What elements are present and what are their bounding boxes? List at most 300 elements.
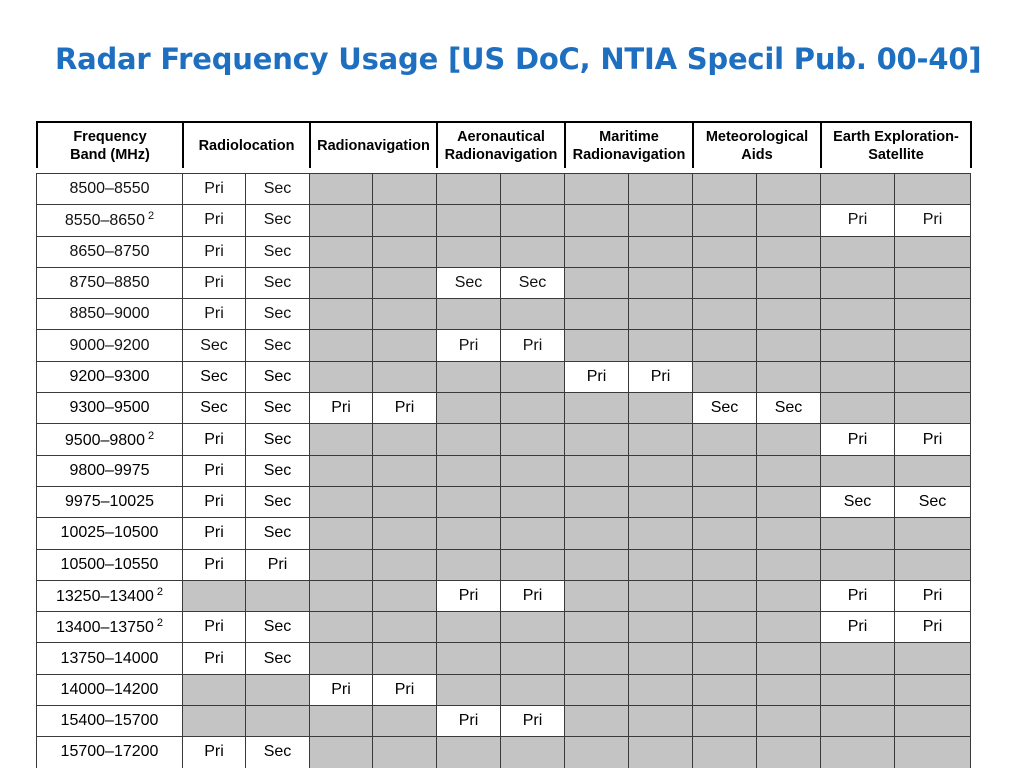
allocation-cell: Pri (310, 393, 373, 424)
band-label: 15700–17200 (60, 743, 159, 761)
empty-cell (757, 455, 821, 486)
empty-cell (310, 737, 373, 768)
table-row (37, 486, 971, 517)
table-row (37, 674, 971, 705)
empty-cell (821, 174, 895, 205)
empty-cell (821, 330, 895, 361)
table-row (37, 706, 971, 737)
column-header-line1: Meteorological (705, 128, 809, 145)
empty-cell (895, 674, 971, 705)
empty-cell (310, 267, 373, 298)
band-label: 13250–13400 (55, 588, 154, 605)
empty-cell (501, 299, 565, 330)
table-row (37, 612, 971, 643)
empty-cell (629, 737, 693, 768)
allocation-cell: Pri (895, 424, 971, 455)
table-row (37, 549, 971, 580)
empty-cell (373, 361, 437, 392)
empty-cell (565, 486, 629, 517)
empty-cell (437, 236, 501, 267)
band-cell (37, 706, 183, 737)
allocation-cell: Pri (821, 612, 895, 643)
empty-cell (821, 706, 895, 737)
empty-cell (693, 424, 757, 455)
empty-cell (629, 612, 693, 643)
empty-cell (895, 299, 971, 330)
table-row (37, 424, 971, 455)
empty-cell (629, 674, 693, 705)
empty-cell (757, 361, 821, 392)
empty-cell (757, 486, 821, 517)
empty-cell (246, 706, 310, 737)
allocation-cell: Sec (246, 205, 310, 236)
column-header-line2: Satellite (868, 146, 924, 163)
band-label: 10500–10550 (60, 555, 159, 573)
allocation-cell: Pri (373, 674, 437, 705)
allocation-cell: Pri (183, 549, 246, 580)
empty-cell (565, 455, 629, 486)
empty-cell (565, 174, 629, 205)
table-row (37, 299, 971, 330)
band-cell (37, 455, 183, 486)
band-cell (37, 205, 183, 236)
band-label: 9300–9500 (69, 399, 150, 417)
empty-cell (821, 299, 895, 330)
empty-cell (895, 549, 971, 580)
band-label: 8650–8750 (69, 242, 150, 260)
empty-cell (693, 674, 757, 705)
empty-cell (821, 674, 895, 705)
empty-cell (629, 424, 693, 455)
allocation-cell: Pri (501, 706, 565, 737)
empty-cell (373, 737, 437, 768)
band-label: 9975–10025 (65, 493, 154, 511)
empty-cell (310, 518, 373, 549)
allocation-cell: Sec (246, 643, 310, 674)
column-header-line2: Radionavigation (572, 146, 686, 163)
empty-cell (501, 643, 565, 674)
column-header-line2: Band (MHz) (70, 146, 150, 163)
allocation-cell: Pri (183, 643, 246, 674)
empty-cell (373, 174, 437, 205)
slide-title: Radar Frequency Usage [US DoC, NTIA Specil Pub. 00-40] (55, 42, 982, 76)
empty-cell (501, 393, 565, 424)
empty-cell (895, 737, 971, 768)
empty-cell (693, 518, 757, 549)
empty-cell (693, 174, 757, 205)
empty-cell (437, 737, 501, 768)
empty-cell (629, 643, 693, 674)
empty-cell (895, 643, 971, 674)
empty-cell (693, 455, 757, 486)
table-row (37, 393, 971, 424)
empty-cell (501, 612, 565, 643)
table-row (37, 361, 971, 392)
empty-cell (629, 236, 693, 267)
table-header (36, 121, 972, 168)
allocation-cell: Pri (183, 486, 246, 517)
empty-cell (757, 174, 821, 205)
band-cell (37, 580, 183, 611)
empty-cell (310, 486, 373, 517)
empty-cell (693, 267, 757, 298)
empty-cell (501, 518, 565, 549)
allocation-cell: Pri (821, 424, 895, 455)
allocation-cell: Pri (183, 236, 246, 267)
table-row (37, 643, 971, 674)
empty-cell (437, 674, 501, 705)
empty-cell (629, 580, 693, 611)
band-cell (37, 737, 183, 768)
band-cell (37, 299, 183, 330)
empty-cell (693, 580, 757, 611)
empty-cell (437, 174, 501, 205)
allocation-cell: Sec (246, 737, 310, 768)
empty-cell (373, 486, 437, 517)
allocation-cell: Pri (437, 330, 501, 361)
table-row (37, 236, 971, 267)
column-header-line2: Aids (741, 146, 773, 163)
empty-cell (895, 267, 971, 298)
allocation-cell: Pri (565, 361, 629, 392)
empty-cell (565, 205, 629, 236)
empty-cell (895, 393, 971, 424)
empty-cell (183, 580, 246, 611)
allocation-cell: Sec (693, 393, 757, 424)
allocation-cell: Pri (501, 580, 565, 611)
empty-cell (693, 361, 757, 392)
empty-cell (693, 643, 757, 674)
allocation-cell: Sec (183, 361, 246, 392)
empty-cell (821, 549, 895, 580)
empty-cell (895, 361, 971, 392)
empty-cell (629, 518, 693, 549)
allocation-cell: Sec (246, 612, 310, 643)
empty-cell (501, 424, 565, 455)
table-row (37, 330, 971, 361)
allocation-cell: Sec (246, 174, 310, 205)
empty-cell (437, 518, 501, 549)
empty-cell (757, 612, 821, 643)
table-row (37, 737, 971, 768)
empty-cell (895, 174, 971, 205)
allocation-cell: Sec (246, 455, 310, 486)
empty-cell (821, 361, 895, 392)
empty-cell (895, 518, 971, 549)
empty-cell (310, 330, 373, 361)
allocation-cell: Sec (437, 267, 501, 298)
band-cell (37, 393, 183, 424)
column-header (693, 122, 821, 168)
empty-cell (821, 643, 895, 674)
allocation-cell: Sec (821, 486, 895, 517)
empty-cell (501, 174, 565, 205)
empty-cell (895, 706, 971, 737)
band-label: 9800–9975 (69, 461, 150, 479)
empty-cell (437, 424, 501, 455)
band-label: 10025–10500 (60, 524, 159, 542)
footnote-marker: 2 (147, 429, 155, 442)
empty-cell (565, 612, 629, 643)
empty-cell (693, 612, 757, 643)
column-header (310, 122, 437, 168)
empty-cell (310, 580, 373, 611)
empty-cell (757, 643, 821, 674)
allocation-cell: Pri (821, 205, 895, 236)
allocation-cell: Sec (183, 393, 246, 424)
empty-cell (565, 643, 629, 674)
empty-cell (310, 205, 373, 236)
allocation-cell: Pri (183, 174, 246, 205)
empty-cell (629, 330, 693, 361)
empty-cell (373, 612, 437, 643)
empty-cell (821, 236, 895, 267)
empty-cell (373, 299, 437, 330)
empty-cell (629, 486, 693, 517)
empty-cell (437, 299, 501, 330)
band-label: 8750–8850 (69, 274, 150, 292)
empty-cell (757, 424, 821, 455)
empty-cell (437, 393, 501, 424)
allocation-cell: Pri (629, 361, 693, 392)
band-cell (37, 549, 183, 580)
allocation-cell: Sec (246, 330, 310, 361)
empty-cell (629, 706, 693, 737)
empty-cell (693, 205, 757, 236)
empty-cell (565, 737, 629, 768)
empty-cell (895, 330, 971, 361)
empty-cell (310, 549, 373, 580)
empty-cell (757, 737, 821, 768)
empty-cell (373, 518, 437, 549)
allocation-cell: Sec (246, 267, 310, 298)
footnote-marker: 2 (147, 210, 155, 223)
footnote-marker: 2 (156, 586, 163, 598)
allocation-cell: Sec (895, 486, 971, 517)
column-header-line2: Radionavigation (444, 146, 558, 163)
empty-cell (757, 580, 821, 611)
empty-cell (246, 580, 310, 611)
empty-cell (310, 455, 373, 486)
empty-cell (693, 330, 757, 361)
empty-cell (693, 737, 757, 768)
empty-cell (565, 549, 629, 580)
empty-cell (565, 518, 629, 549)
allocation-cell: Sec (246, 518, 310, 549)
band-cell (37, 674, 183, 705)
empty-cell (310, 706, 373, 737)
column-header-line1: Maritime (599, 128, 659, 145)
empty-cell (373, 643, 437, 674)
empty-cell (437, 549, 501, 580)
allocation-cell: Sec (501, 267, 565, 298)
band-cell (37, 486, 183, 517)
empty-cell (565, 674, 629, 705)
band-label: 14000–14200 (60, 680, 159, 698)
empty-cell (373, 205, 437, 236)
allocation-cell: Pri (183, 424, 246, 455)
allocation-cell: Pri (437, 706, 501, 737)
empty-cell (373, 267, 437, 298)
empty-cell (437, 455, 501, 486)
allocation-cell: Pri (895, 580, 971, 611)
empty-cell (310, 174, 373, 205)
allocation-cell: Pri (437, 580, 501, 611)
empty-cell (183, 674, 246, 705)
table-row (37, 205, 971, 236)
band-cell (37, 424, 183, 455)
allocation-cell: Pri (183, 267, 246, 298)
empty-cell (373, 706, 437, 737)
table-row (37, 174, 971, 205)
empty-cell (501, 205, 565, 236)
empty-cell (565, 236, 629, 267)
band-label: 8850–9000 (69, 305, 150, 323)
footnote-marker: 2 (156, 617, 163, 630)
allocation-cell: Pri (183, 205, 246, 236)
band-label: 13750–14000 (60, 649, 159, 667)
empty-cell (565, 580, 629, 611)
empty-cell (565, 393, 629, 424)
allocation-cell: Sec (183, 330, 246, 361)
allocation-cell: Pri (183, 612, 246, 643)
allocation-cell: Sec (246, 361, 310, 392)
allocation-cell: Pri (310, 674, 373, 705)
band-cell (37, 518, 183, 549)
empty-cell (501, 737, 565, 768)
table-row (37, 267, 971, 298)
empty-cell (821, 455, 895, 486)
band-cell (37, 236, 183, 267)
empty-cell (437, 612, 501, 643)
empty-cell (629, 455, 693, 486)
empty-cell (310, 236, 373, 267)
allocation-cell: Pri (183, 299, 246, 330)
table-row (37, 518, 971, 549)
column-header-line1: Aeronautical (457, 128, 545, 145)
empty-cell (757, 549, 821, 580)
empty-cell (757, 236, 821, 267)
empty-cell (373, 236, 437, 267)
allocation-cell: Sec (246, 424, 310, 455)
band-label: 15400–15700 (60, 712, 159, 730)
empty-cell (629, 174, 693, 205)
empty-cell (565, 267, 629, 298)
allocation-cell: Pri (246, 549, 310, 580)
band-cell (37, 267, 183, 298)
column-header (37, 122, 183, 168)
empty-cell (693, 706, 757, 737)
empty-cell (373, 330, 437, 361)
column-header (821, 122, 971, 168)
column-header-line1: Frequency (73, 128, 147, 145)
empty-cell (821, 267, 895, 298)
band-cell (37, 612, 183, 643)
allocation-cell: Sec (246, 236, 310, 267)
band-cell (37, 361, 183, 392)
empty-cell (629, 205, 693, 236)
band-label: 13400–13750 (55, 619, 154, 637)
band-label: 9200–9300 (69, 367, 150, 385)
empty-cell (821, 518, 895, 549)
empty-cell (437, 643, 501, 674)
empty-cell (565, 424, 629, 455)
band-label: 8500–8550 (69, 180, 150, 198)
empty-cell (501, 236, 565, 267)
empty-cell (895, 236, 971, 267)
empty-cell (501, 361, 565, 392)
empty-cell (693, 486, 757, 517)
empty-cell (310, 643, 373, 674)
empty-cell (437, 486, 501, 517)
allocation-cell: Pri (183, 518, 246, 549)
empty-cell (757, 674, 821, 705)
empty-cell (310, 612, 373, 643)
frequency-table (36, 173, 971, 768)
empty-cell (501, 486, 565, 517)
empty-cell (693, 236, 757, 267)
column-header (437, 122, 565, 168)
empty-cell (310, 424, 373, 455)
band-label: 9500–9800 (64, 431, 145, 449)
allocation-cell: Pri (501, 330, 565, 361)
empty-cell (246, 674, 310, 705)
allocation-cell: Pri (821, 580, 895, 611)
column-header-line1: Earth Exploration- (833, 128, 959, 145)
empty-cell (437, 205, 501, 236)
band-cell (37, 643, 183, 674)
empty-cell (693, 549, 757, 580)
empty-cell (757, 267, 821, 298)
table-row (37, 580, 971, 611)
allocation-cell: Pri (183, 455, 246, 486)
band-label: 9000–9200 (69, 336, 150, 354)
empty-cell (693, 299, 757, 330)
band-cell (37, 174, 183, 205)
allocation-cell: Pri (373, 393, 437, 424)
empty-cell (373, 455, 437, 486)
band-label: 8550–8650 (64, 212, 145, 230)
empty-cell (629, 299, 693, 330)
column-header-line1: Radionavigation (317, 137, 430, 154)
allocation-cell: Pri (895, 205, 971, 236)
empty-cell (501, 674, 565, 705)
empty-cell (629, 393, 693, 424)
empty-cell (373, 580, 437, 611)
empty-cell (757, 706, 821, 737)
column-header (183, 122, 310, 168)
allocation-cell: Sec (246, 393, 310, 424)
allocation-cell: Sec (246, 299, 310, 330)
column-header-line1: Radiolocation (198, 137, 295, 154)
empty-cell (565, 330, 629, 361)
table-row (37, 455, 971, 486)
empty-cell (757, 205, 821, 236)
empty-cell (757, 518, 821, 549)
empty-cell (437, 361, 501, 392)
empty-cell (821, 393, 895, 424)
empty-cell (373, 549, 437, 580)
empty-cell (373, 424, 437, 455)
column-header (565, 122, 693, 168)
empty-cell (821, 737, 895, 768)
empty-cell (310, 299, 373, 330)
band-cell (37, 330, 183, 361)
empty-cell (183, 706, 246, 737)
empty-cell (629, 267, 693, 298)
empty-cell (565, 299, 629, 330)
allocation-cell: Sec (246, 486, 310, 517)
